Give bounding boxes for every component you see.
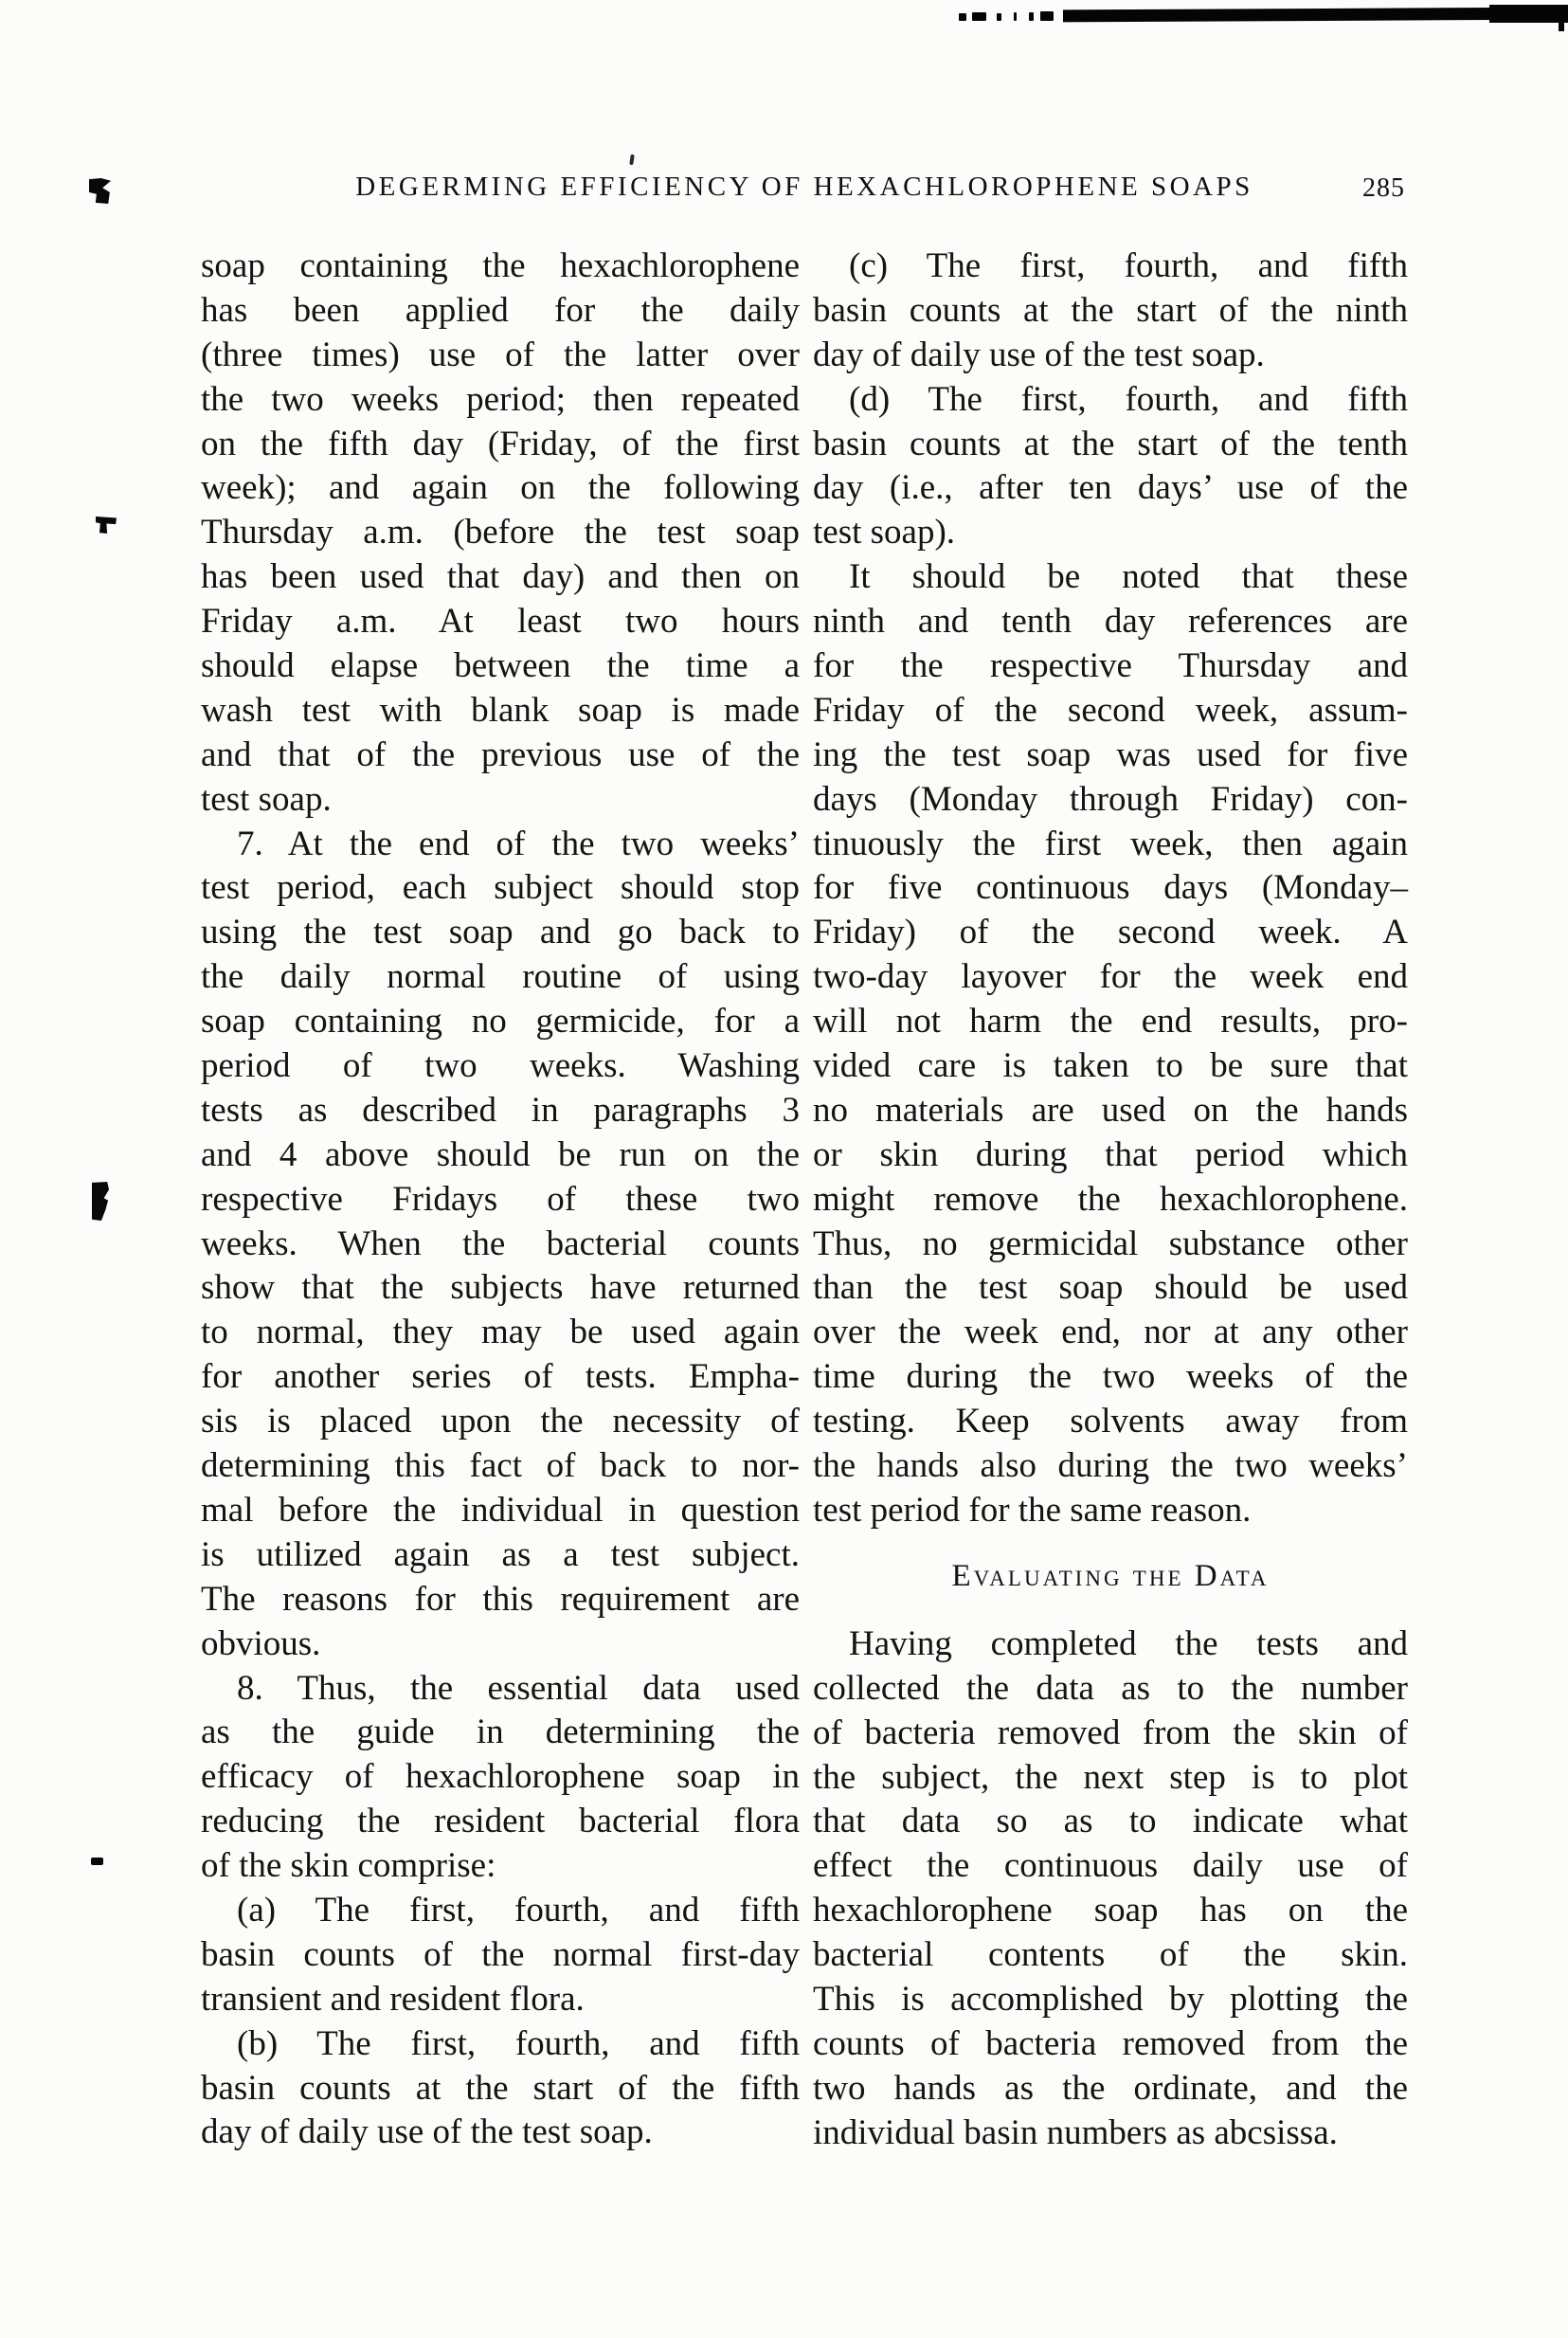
text-line: the hands also during the two weeks’ bbox=[813, 1446, 1408, 1486]
left-text-column bbox=[201, 245, 800, 2155]
text-line: of bacteria removed from the skin of bbox=[813, 1713, 1408, 1752]
text-line: vided care is taken to be sure that bbox=[813, 1046, 1408, 1086]
text-line: time during the two weeks of the bbox=[813, 1357, 1408, 1397]
text-line: on the fifth day (Friday, of the first bbox=[201, 424, 800, 463]
running-header-title: DEGERMING EFFICIENCY OF HEXACHLOROPHENE SOAPS bbox=[355, 172, 1253, 202]
text-line: period of two weeks. Washing bbox=[201, 1046, 800, 1086]
text-line: (c) The first, fourth, and fifth bbox=[849, 246, 1408, 285]
text-line: effect the continuous daily use of bbox=[813, 1846, 1408, 1886]
text-line: two-day layover for the week end bbox=[813, 957, 1408, 997]
text-line: than the test soap should be used bbox=[813, 1268, 1408, 1308]
text-line: day of daily use of the test soap. bbox=[201, 2112, 653, 2152]
text-line: weeks. When the bacterial counts bbox=[201, 1223, 800, 1263]
text-line: as the guide in determining the bbox=[201, 1713, 800, 1752]
text-line: individual basin numbers as abcsissa. bbox=[813, 2112, 1338, 2152]
text-line: It should be noted that these bbox=[849, 557, 1408, 597]
scan-edge-dash bbox=[972, 12, 986, 21]
text-line: Friday of the second week, assum- bbox=[813, 690, 1408, 730]
scan-edge-bar-end bbox=[1489, 5, 1568, 23]
text-line: mal before the individual in question bbox=[201, 1490, 800, 1530]
text-line: tinuously the first week, then again bbox=[813, 824, 1408, 863]
scan-edge-bar-tick bbox=[1559, 22, 1564, 31]
text-line: tests as described in paragraphs 3 bbox=[201, 1090, 800, 1130]
text-line: basin counts at the start of the fifth bbox=[201, 2068, 800, 2108]
text-line: (a) The first, fourth, and fifth bbox=[237, 1890, 800, 1930]
text-line: Friday) of the second week. A bbox=[813, 913, 1408, 952]
ink-dash-mark bbox=[91, 1858, 103, 1865]
scan-edge-dash bbox=[997, 13, 1001, 21]
text-line: or skin during that period which bbox=[813, 1134, 1408, 1174]
scan-edge-dash bbox=[1029, 12, 1034, 21]
text-line: has been applied for the daily bbox=[201, 290, 800, 330]
text-line: has been used that day) and then on bbox=[201, 557, 800, 597]
right-text-column bbox=[813, 245, 1408, 2156]
text-line: reducing the resident bacterial flora bbox=[201, 1802, 800, 1841]
text-line: sis is placed upon the necessity of bbox=[201, 1402, 800, 1441]
text-line: Friday a.m. At least two hours bbox=[201, 602, 800, 642]
text-line: and 4 above should be run on the bbox=[201, 1134, 800, 1174]
text-line: bacterial contents of the skin. bbox=[813, 1935, 1408, 1975]
scan-edge-dash bbox=[1040, 11, 1054, 21]
text-line: soap containing the hexachlorophene bbox=[201, 246, 800, 285]
text-line: (b) The first, fourth, and fifth bbox=[237, 2023, 800, 2063]
text-line: using the test soap and go back to bbox=[201, 913, 800, 952]
text-line: the daily normal routine of using bbox=[201, 957, 800, 997]
text-line: that data so as to indicate what bbox=[813, 1802, 1408, 1841]
text-line: testing. Keep solvents away from bbox=[813, 1402, 1408, 1441]
text-line: test period, each subject should stop bbox=[201, 868, 800, 908]
text-line: over the week end, nor at any other bbox=[813, 1313, 1408, 1352]
text-line: 7. At the end of the two weeks’ bbox=[237, 824, 800, 863]
text-line: ing the test soap was used for five bbox=[813, 734, 1408, 774]
page-number: 285 bbox=[1362, 173, 1405, 203]
text-line: Having completed the tests and bbox=[849, 1623, 1408, 1663]
text-line: no materials are used on the hands bbox=[813, 1090, 1408, 1130]
text-line: day (i.e., after ten days’ use of the bbox=[813, 468, 1408, 508]
text-line: basin counts at the start of the ninth bbox=[813, 290, 1408, 330]
right-column-lower-paragraphs bbox=[813, 1622, 1408, 2156]
text-line: efficacy of hexachlorophene soap in bbox=[201, 1757, 800, 1797]
ink-flag-mark bbox=[96, 517, 117, 534]
text-line: days (Monday through Friday) con- bbox=[813, 779, 1408, 819]
text-line: test soap). bbox=[813, 513, 956, 553]
text-line: test soap. bbox=[201, 779, 332, 819]
text-line: wash test with blank soap is made bbox=[201, 690, 800, 730]
text-line: test period for the same reason. bbox=[813, 1490, 1252, 1530]
ink-blob-mark bbox=[89, 178, 111, 204]
text-line: obvious. bbox=[201, 1623, 321, 1663]
text-line: (three times) use of the latter over bbox=[201, 335, 800, 374]
text-line: Thursday a.m. (before the test soap bbox=[201, 513, 800, 553]
text-line: hexachlorophene soap has on the bbox=[813, 1891, 1408, 1930]
text-line: soap containing no germicide, for a bbox=[201, 1002, 800, 1042]
text-line: should elapse between the time a bbox=[201, 646, 800, 686]
ink-speck bbox=[629, 154, 634, 165]
text-line: and that of the previous use of the bbox=[201, 734, 800, 774]
ink-f-mark bbox=[92, 1182, 109, 1221]
text-line: might remove the hexachlorophene. bbox=[813, 1179, 1408, 1219]
text-line: This is accomplished by plotting the bbox=[813, 1979, 1408, 2019]
text-line: show that the subjects have returned bbox=[201, 1268, 800, 1308]
text-line: collected the data as to the number bbox=[813, 1668, 1408, 1708]
text-line: for another series of tests. Empha- bbox=[201, 1357, 800, 1397]
text-line: of the skin comprise: bbox=[201, 1846, 496, 1886]
text-line: for five continuous days (Monday– bbox=[813, 868, 1408, 908]
text-line: counts of bacteria removed from the bbox=[813, 2023, 1408, 2063]
right-column-upper-paragraphs bbox=[813, 245, 1408, 1533]
text-line: (d) The first, fourth, and fifth bbox=[849, 379, 1408, 419]
text-line: week); and again on the following bbox=[201, 468, 800, 508]
scan-edge-dash bbox=[1014, 12, 1017, 21]
text-line: the two weeks period; then repeated bbox=[201, 379, 800, 419]
text-line: the subject, the next step is to plot bbox=[813, 1757, 1408, 1797]
text-line: is utilized again as a test subject. bbox=[201, 1534, 800, 1574]
text-line: to normal, they may be used again bbox=[201, 1313, 800, 1352]
text-line: transient and resident flora. bbox=[201, 1979, 585, 2019]
text-line: Thus, no germicidal substance other bbox=[813, 1223, 1408, 1263]
text-line: day of daily use of the test soap. bbox=[813, 335, 1265, 374]
text-line: 8. Thus, the essential data used bbox=[237, 1668, 800, 1708]
scan-edge-dash bbox=[959, 13, 966, 21]
text-line: will not harm the end results, pro- bbox=[813, 1002, 1408, 1042]
text-line: two hands as the ordinate, and the bbox=[813, 2068, 1408, 2108]
text-line: determining this fact of back to nor- bbox=[201, 1446, 800, 1486]
section-heading-evaluating-the-data: Evaluating the Data bbox=[951, 1558, 1270, 1593]
text-line: basin counts at the start of the tenth bbox=[813, 424, 1408, 463]
text-line: The reasons for this requirement are bbox=[201, 1579, 800, 1619]
text-line: ninth and tenth day references are bbox=[813, 602, 1408, 642]
text-line: basin counts of the normal first-day bbox=[201, 1934, 800, 1974]
text-line: for the respective Thursday and bbox=[813, 646, 1408, 686]
text-line: respective Fridays of these two bbox=[201, 1179, 800, 1219]
